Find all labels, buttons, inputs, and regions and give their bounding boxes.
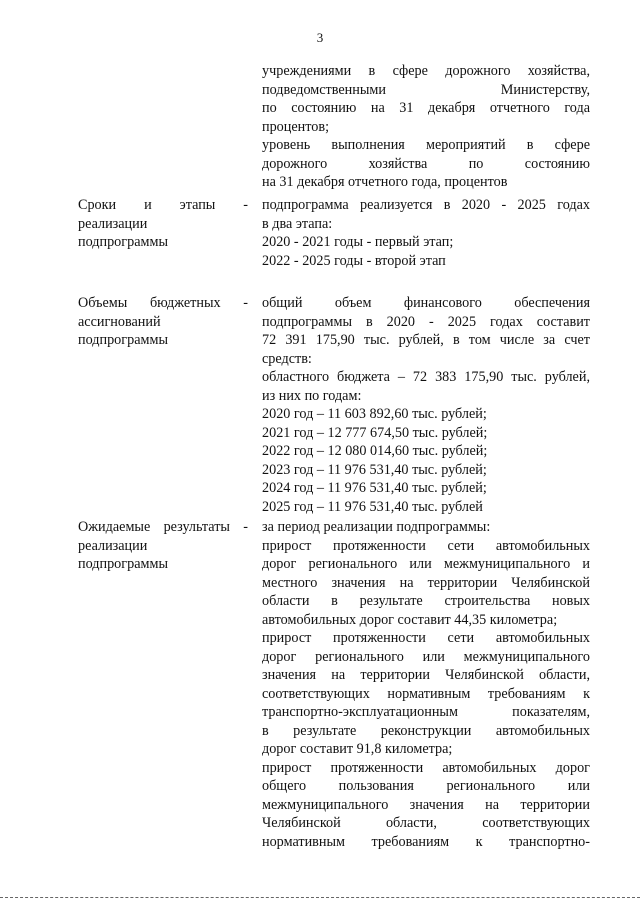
label-line: Объемы бюджетных - (78, 295, 248, 311)
text-line: процентов; (262, 118, 330, 135)
label-line: подпрограммы (78, 234, 168, 250)
text-line: в результате реконструкции автомобильных (262, 722, 590, 739)
results-text (262, 518, 590, 851)
label-line: Сроки и этапы - (78, 197, 248, 213)
text-line: значения на территории Челябинской области, (262, 667, 590, 683)
text-line: на 31 декабря отчетного года, процентов (262, 174, 508, 190)
text-line: 2020 - 2021 годы - первый этап; (262, 234, 454, 250)
timing-text (262, 196, 590, 270)
results-label (78, 518, 248, 574)
text-line: подпрограмма реализуется в 2020 - 2025 годах (262, 197, 590, 213)
text-line: общего пользования регионального или (262, 778, 590, 794)
budget-text (262, 294, 590, 516)
bottom-divider (0, 897, 640, 898)
text-line: дорожного хозяйства по состоянию (262, 155, 590, 172)
text-line: Челябинской области, соответствующих (262, 815, 590, 831)
text-line: межмуниципального значения на территории (262, 796, 590, 813)
budget-label (78, 294, 248, 350)
text-line: 2025 год – 11 976 531,40 тыс. рублей (262, 498, 483, 515)
text-line: местного значения на территории Челябинской (262, 574, 590, 591)
text-line: уровень выполнения мероприятий в сфере (262, 137, 590, 153)
text-line: в два этапа: (262, 215, 333, 232)
text-line: 2024 год – 11 976 531,40 тыс. рублей; (262, 480, 487, 496)
label-line: Ожидаемые результаты - (78, 519, 248, 535)
timing-label (78, 196, 248, 252)
text-line: транспортно-эксплуатационным показателям, (262, 704, 590, 720)
text-line: подведомственными Министерству, (262, 81, 590, 98)
text-line: автомобильных дорог составит 44,35 километра; (262, 611, 558, 628)
text-line: подпрограммы в 2020 - 2025 годах составит (262, 313, 590, 330)
text-line: по состоянию на 31 декабря отчетного года (262, 100, 590, 116)
text-line: учреждениями в сфере дорожного хозяйства, (262, 63, 590, 79)
text-line: 2022 год – 12 080 014,60 тыс. рублей; (262, 443, 488, 459)
text-line: 2022 - 2025 годы - второй этап (262, 252, 446, 269)
text-line: нормативным требованиям к транспортно- (262, 833, 590, 850)
text-line: 2021 год – 12 777 674,50 тыс. рублей; (262, 424, 488, 441)
text-line: дорог составит 91,8 километра; (262, 741, 453, 757)
text-line: за период реализации подпрограммы: (262, 519, 491, 535)
page-number: 3 (316, 30, 324, 45)
text-line: из них по годам: (262, 387, 362, 404)
text-line: прирост протяженности сети автомобильных (262, 630, 590, 646)
text-line: 72 391 175,90 тыс. рублей, в том числе за счет (262, 332, 590, 348)
text-line: дорог регионального или межмуниципального и (262, 556, 590, 572)
text-line: областного бюджета – 72 383 175,90 тыс. рублей, (262, 369, 590, 385)
text-line: области в результате строительства новых (262, 593, 590, 609)
label-line: подпрограммы (78, 332, 168, 348)
label-line: ассигнований (78, 313, 161, 330)
text-line: дорог регионального или межмуниципального (262, 648, 590, 665)
text-line: прирост протяженности сети автомобильных (262, 537, 590, 554)
label-line: подпрограммы (78, 556, 168, 572)
text-line: прирост протяженности автомобильных дорог (262, 759, 590, 776)
text-line: 2020 год – 11 603 892,60 тыс. рублей; (262, 406, 487, 422)
text-line: 2023 год – 11 976 531,40 тыс. рублей; (262, 461, 487, 478)
text-line: соответствующих нормативным требованиям к (262, 685, 590, 702)
label-line: реализации (78, 537, 148, 554)
continuation-text (262, 62, 590, 192)
label-line: реализации (78, 215, 148, 232)
text-line: средств: (262, 350, 312, 367)
text-line: общий объем финансового обеспечения (262, 295, 590, 311)
